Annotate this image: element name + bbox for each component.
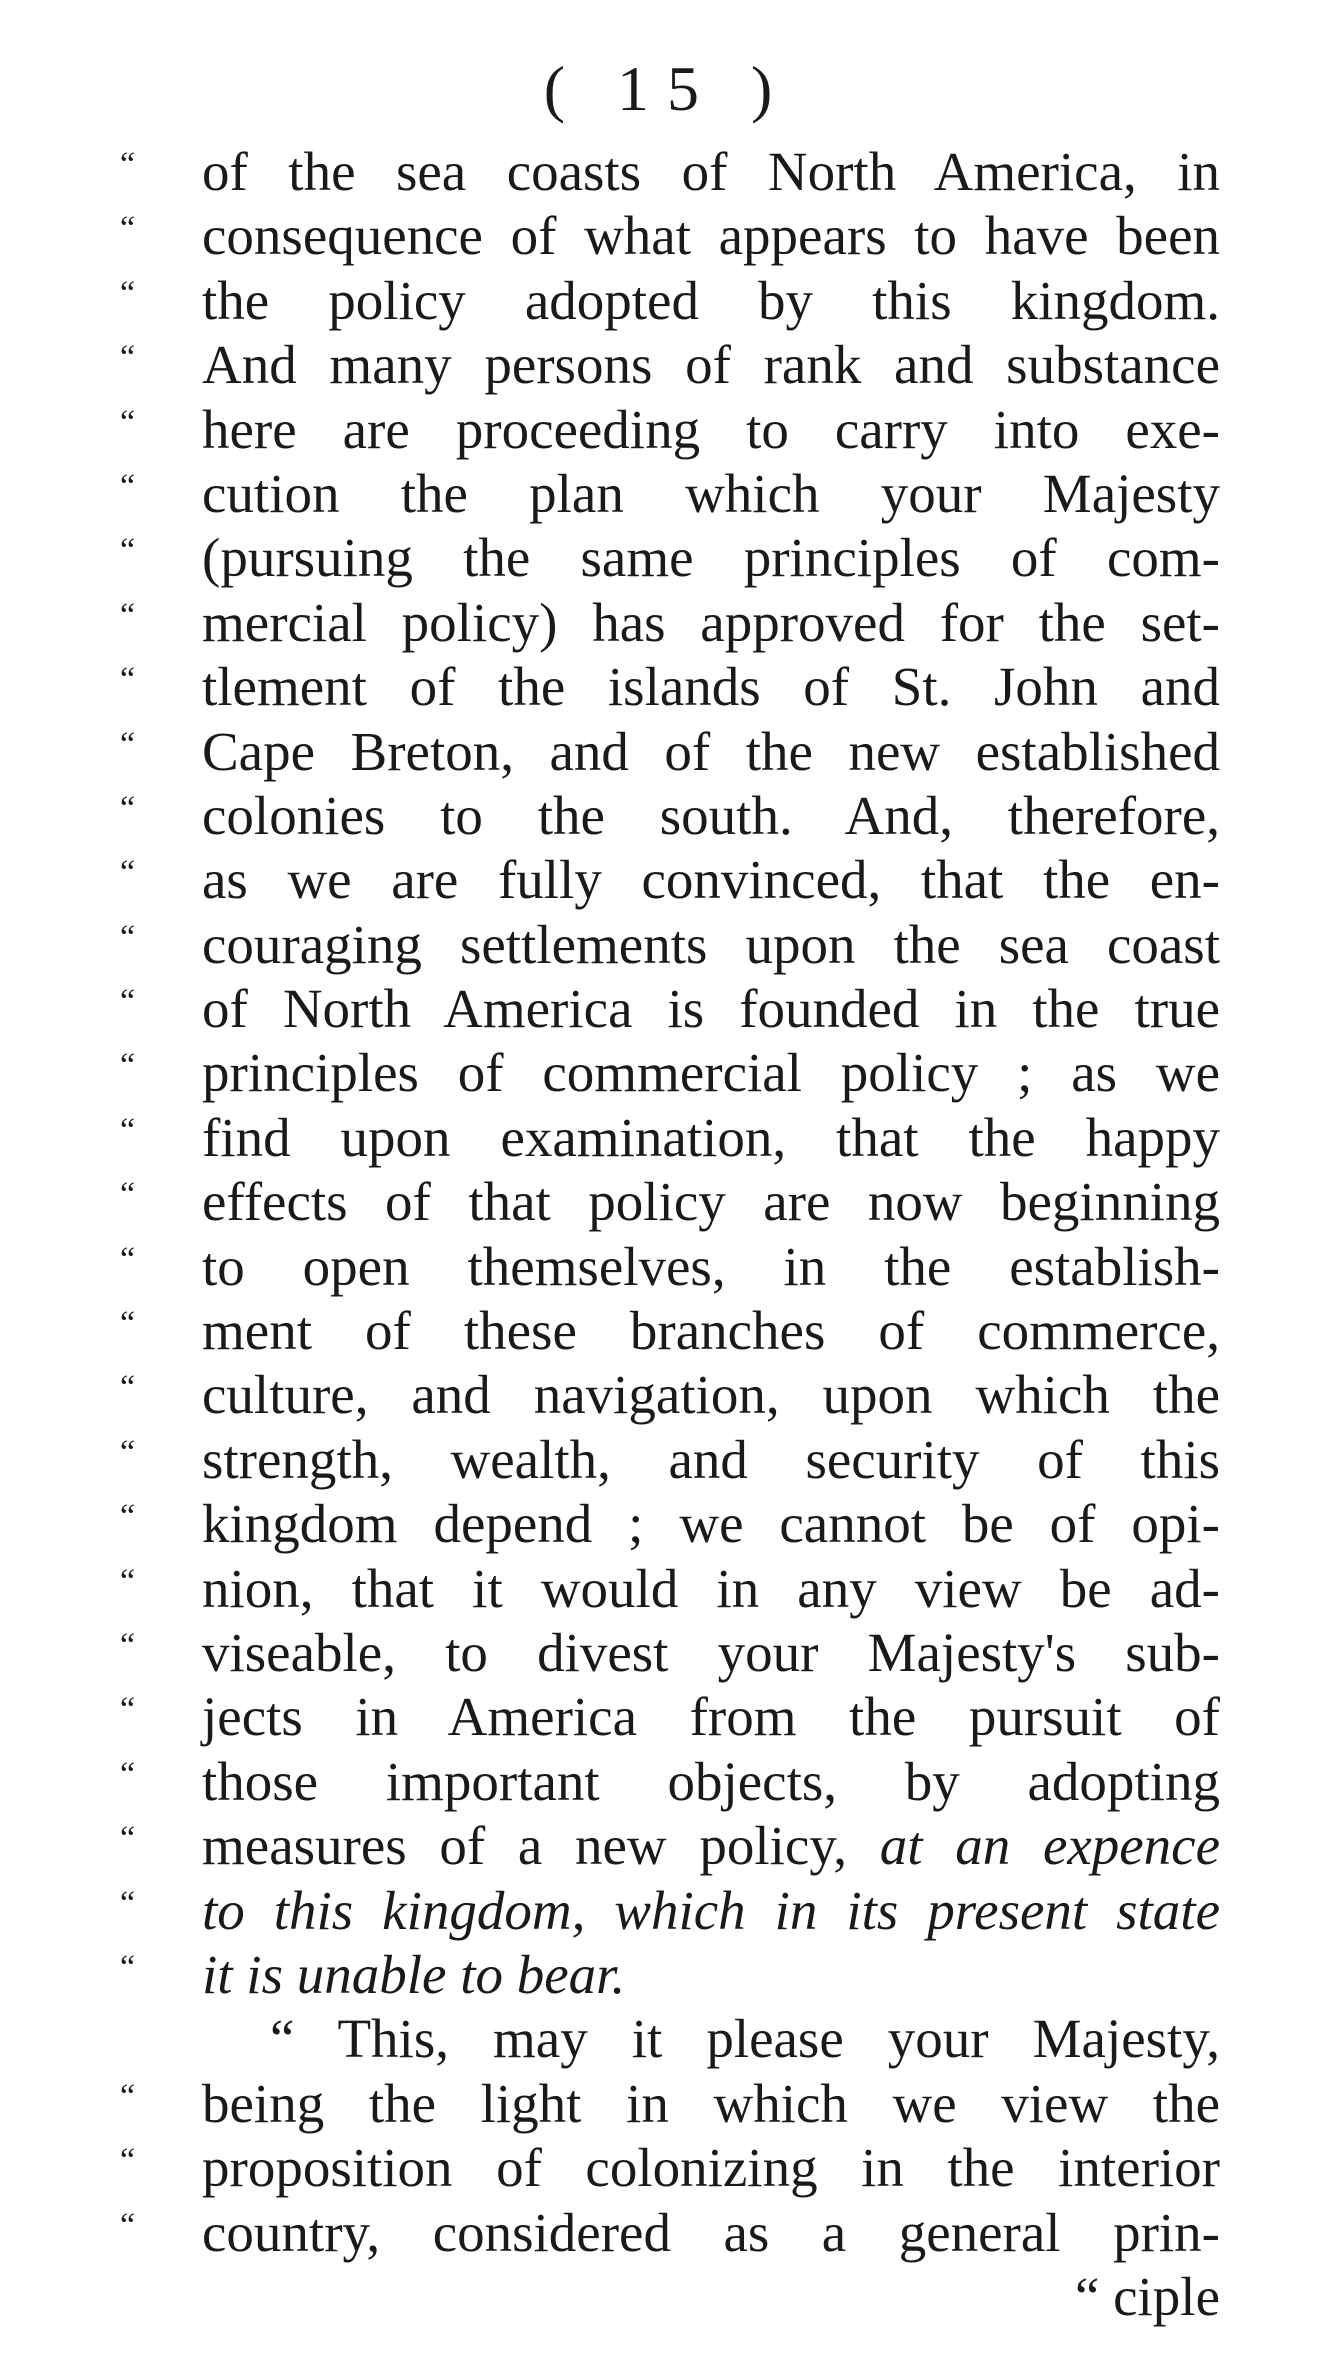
- quotation-mark: “: [120, 1755, 136, 1793]
- line-text: [202, 1363, 1220, 1427]
- text-line: [120, 720, 1220, 784]
- text-segment: to open themselves, in the establish-: [202, 1235, 1220, 1297]
- text-line: [120, 1492, 1220, 1556]
- text-line: [120, 2136, 1220, 2200]
- quotation-mark: “: [120, 1176, 136, 1214]
- quotation-mark: “: [120, 1369, 136, 1407]
- text-segment: here are proceeding to carry into exe-: [202, 398, 1220, 460]
- text-line: [120, 269, 1220, 333]
- text-line: [120, 848, 1220, 912]
- text-segment: effects of that policy are now beginning: [202, 1171, 1220, 1233]
- line-text: [202, 1106, 1220, 1170]
- line-text: [202, 2265, 1220, 2329]
- text-line: [120, 1235, 1220, 1299]
- quotation-mark: “: [120, 1047, 136, 1085]
- text-line: [120, 1557, 1220, 1621]
- text-line: [120, 655, 1220, 719]
- line-text: [202, 1943, 1220, 2007]
- text-line: [120, 1428, 1220, 1492]
- text-segment: “ ciple: [1074, 2265, 1220, 2327]
- quotation-mark: “: [120, 403, 136, 441]
- quotation-mark: “: [120, 725, 136, 763]
- quotation-mark: “: [120, 918, 136, 956]
- line-text: [202, 784, 1220, 848]
- text-segment: of North America is founded in the true: [202, 978, 1220, 1040]
- line-text: [202, 333, 1220, 397]
- text-line: [120, 1041, 1220, 1105]
- text-segment: couraging settlements upon the sea coast: [202, 913, 1220, 975]
- quotation-mark: “: [120, 1498, 136, 1536]
- text-line: [120, 1299, 1220, 1363]
- text-segment: colonies to the south. And, therefore,: [202, 784, 1220, 846]
- text-line: [120, 1685, 1220, 1749]
- line-text: [202, 269, 1220, 333]
- line-text: [202, 977, 1220, 1041]
- quotation-mark: “: [120, 1820, 136, 1858]
- text-segment: culture, and navigation, upon which the: [202, 1364, 1220, 1426]
- text-line: [120, 1814, 1220, 1878]
- text-segment: “ This, may it please your Majesty,: [270, 2008, 1220, 2070]
- quotation-mark: “: [120, 274, 136, 312]
- text-line: [120, 526, 1220, 590]
- line-text: [202, 526, 1220, 590]
- text-segment: being the light in which we view the: [202, 2072, 1220, 2134]
- text-segment: principles of commercial policy ; as we: [202, 1042, 1220, 1104]
- quotation-mark: “: [120, 146, 136, 183]
- line-text: [202, 1750, 1220, 1814]
- quotation-mark: “: [120, 1305, 136, 1343]
- quotation-mark: “: [120, 2077, 136, 2115]
- text-line: [120, 2007, 1220, 2071]
- line-text: [202, 1170, 1220, 1234]
- text-line: [120, 333, 1220, 397]
- text-line: [120, 977, 1220, 1041]
- quotation-mark: “: [120, 661, 136, 699]
- text-line: [120, 1750, 1220, 1814]
- line-text: [202, 204, 1220, 268]
- text-segment: measures of a new policy,: [202, 1815, 880, 1877]
- quotation-mark: “: [120, 1562, 136, 1600]
- text-segment: viseable, to divest your Majesty's sub-: [202, 1621, 1220, 1683]
- quotation-mark: “: [120, 339, 136, 377]
- body-text: [120, 140, 1220, 2329]
- quotation-mark: “: [120, 532, 136, 570]
- text-line: [120, 1943, 1220, 2007]
- line-text: [202, 913, 1220, 977]
- text-line: [120, 398, 1220, 462]
- line-text: [202, 591, 1220, 655]
- page-number: ( 15 ): [543, 53, 791, 124]
- line-text: [202, 1814, 1220, 1878]
- text-segment: consequence of what appears to have been: [202, 205, 1220, 267]
- text-segment: find upon examination, that the happy: [202, 1106, 1220, 1168]
- italic-text: at an expence: [879, 1815, 1221, 1877]
- quotation-mark: “: [120, 854, 136, 892]
- text-segment: tlement of the islands of St. John and: [202, 656, 1220, 718]
- line-text: [202, 1235, 1220, 1299]
- quotation-mark: “: [120, 1626, 136, 1664]
- quotation-mark: “: [120, 596, 136, 634]
- text-line: [120, 913, 1220, 977]
- line-text: [202, 655, 1220, 719]
- text-line: [120, 140, 1220, 204]
- text-segment: ment of these branches of commerce,: [202, 1300, 1220, 1362]
- text-segment: those important objects, by adopting: [202, 1750, 1220, 1812]
- text-segment: kingdom depend ; we cannot be of opi-: [202, 1493, 1220, 1555]
- quotation-mark: “: [120, 1240, 136, 1278]
- line-text: [202, 1621, 1220, 1685]
- quotation-mark: “: [120, 467, 136, 505]
- line-text: [202, 1041, 1220, 1105]
- line-text: [202, 2201, 1220, 2265]
- text-line: [120, 2265, 1220, 2329]
- text-line: [120, 1106, 1220, 1170]
- line-text: [202, 720, 1220, 784]
- text-segment: of the sea coasts of North America, in: [202, 141, 1220, 202]
- text-segment: And many persons of rank and substance: [202, 334, 1220, 396]
- line-text: [202, 140, 1220, 204]
- text-line: [120, 591, 1220, 655]
- text-segment: (pursuing the same principles of com-: [202, 527, 1220, 589]
- text-segment: cution the plan which your Majesty: [202, 462, 1220, 524]
- italic-text: to this kingdom, which in its present state: [202, 1879, 1220, 1941]
- text-line: [120, 1879, 1220, 1943]
- line-text: [202, 1557, 1220, 1621]
- text-line: [120, 2072, 1220, 2136]
- line-text: [270, 2007, 1220, 2071]
- text-segment: strength, wealth, and security of this: [202, 1428, 1220, 1490]
- line-text: [202, 462, 1220, 526]
- line-text: [202, 1492, 1220, 1556]
- text-line: [120, 1170, 1220, 1234]
- text-line: [120, 1363, 1220, 1427]
- quotation-mark: “: [120, 1948, 136, 1986]
- text-segment: mercial policy) has approved for the set-: [202, 591, 1220, 653]
- line-text: [202, 1685, 1220, 1749]
- line-text: [202, 1299, 1220, 1363]
- line-text: [202, 1428, 1220, 1492]
- text-line: [120, 204, 1220, 268]
- quotation-mark: “: [120, 210, 136, 248]
- text-line: [120, 2201, 1220, 2265]
- italic-text: it is unable to bear.: [202, 1943, 626, 2005]
- line-text: [202, 398, 1220, 462]
- quotation-mark: “: [120, 1691, 136, 1729]
- quotation-mark: “: [120, 1433, 136, 1471]
- quotation-mark: “: [120, 2142, 136, 2180]
- text-line: [120, 462, 1220, 526]
- text-segment: country, considered as a general prin-: [202, 2201, 1220, 2263]
- line-text: [202, 1879, 1220, 1943]
- quotation-mark: “: [120, 1884, 136, 1922]
- text-segment: jects in America from the pursuit of: [202, 1686, 1220, 1748]
- quotation-mark: “: [120, 983, 136, 1021]
- text-line: [120, 784, 1220, 848]
- text-segment: proposition of colonizing in the interior: [202, 2137, 1220, 2199]
- text-segment: Cape Breton, and of the new established: [202, 720, 1220, 782]
- text-segment: nion, that it would in any view be ad-: [202, 1557, 1220, 1619]
- text-line: [120, 1621, 1220, 1685]
- quotation-mark: “: [120, 2206, 136, 2244]
- text-segment: as we are fully convinced, that the en-: [202, 849, 1220, 911]
- line-text: [202, 2072, 1220, 2136]
- line-text: [202, 2136, 1220, 2200]
- quotation-mark: “: [120, 789, 136, 827]
- line-text: [202, 848, 1220, 912]
- text-segment: the policy adopted by this kingdom.: [202, 269, 1220, 331]
- quotation-mark: “: [120, 1111, 136, 1149]
